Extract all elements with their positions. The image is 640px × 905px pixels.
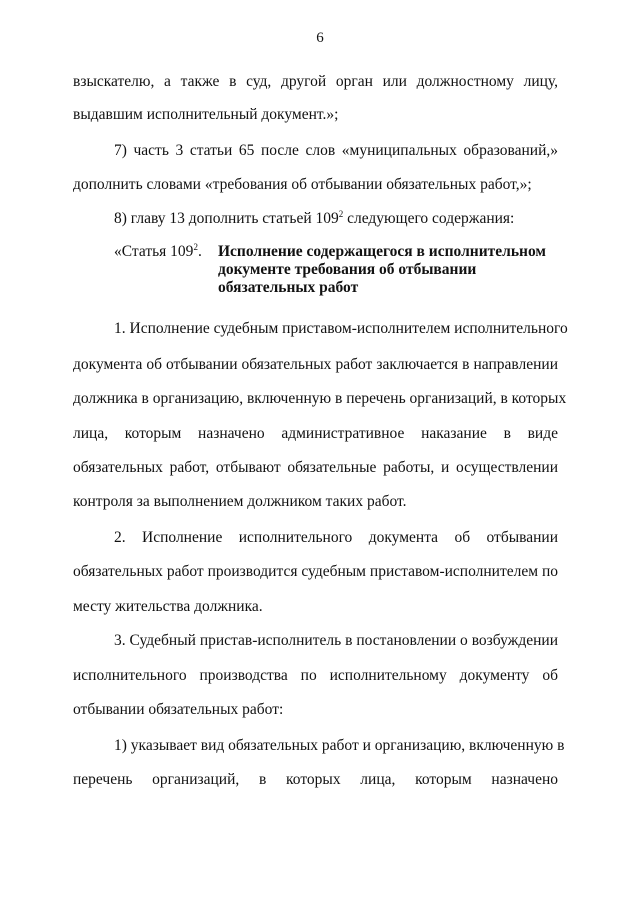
superscript: 2 [338, 209, 344, 219]
article-label [114, 243, 202, 261]
text-line: обязательных работ, отбывают обязательные работы, и осуществлении [73, 459, 558, 476]
article-title-line: обязательных работ [218, 279, 359, 296]
article-title-line: Исполнение содержащегося в исполнительном [218, 243, 546, 260]
text-line: 1. Исполнение судебным приставом-исполнителем исполнительного [114, 320, 568, 337]
article-heading [114, 243, 564, 303]
text-line: исполнительного производства по исполнительному документу об [73, 667, 558, 684]
text-line: документа об отбывании обязательных работ заключается в направлении [73, 356, 558, 373]
superscript: 2 [193, 242, 198, 252]
article-label-dot: . [197, 243, 202, 260]
text-line: отбывании обязательных работ: [73, 701, 284, 718]
text-line: перечень организаций, в которых лица, которым назначено [73, 771, 558, 788]
text-line: 3. Судебный пристав-исполнитель в постановлении о возбуждении [114, 632, 558, 649]
text-line: должника в организацию, включенную в перечень организаций, в которых [73, 390, 567, 407]
text-line: 2. Исполнение исполнительного документа об отбывании [114, 529, 558, 546]
text-line: лица, которым назначено административное наказание в виде [73, 425, 558, 442]
article-label-text: «Статья 109 [114, 243, 194, 260]
text-fragment: 8) главу 13 дополнить статьей 109 [114, 210, 339, 227]
text-line: месту жительства должника. [73, 598, 263, 615]
article-title [218, 243, 558, 297]
text-line: обязательных работ производится судебным приставом-исполнителем по [73, 563, 558, 580]
text-line: 1) указывает вид обязательных работ и организацию, включенную в [114, 737, 565, 754]
text-line: контроля за выполнением должником таких работ. [73, 493, 407, 510]
text-fragment: следующего содержания: [343, 210, 515, 227]
text-line: 7) часть 3 статьи 65 после слов «муниципальных образований,» [114, 142, 558, 159]
text-line: взыскателю, а также в суд, другой орган или должностному лицу, [73, 73, 558, 90]
text-line: дополнить словами «требования об отбывании обязательных работ,»; [73, 176, 532, 193]
page-number: 6 [316, 30, 324, 46]
text-line [114, 210, 558, 228]
article-title-line: документе требования об отбывании [218, 261, 477, 278]
text-line: выдавшим исполнительный документ.»; [73, 106, 339, 123]
